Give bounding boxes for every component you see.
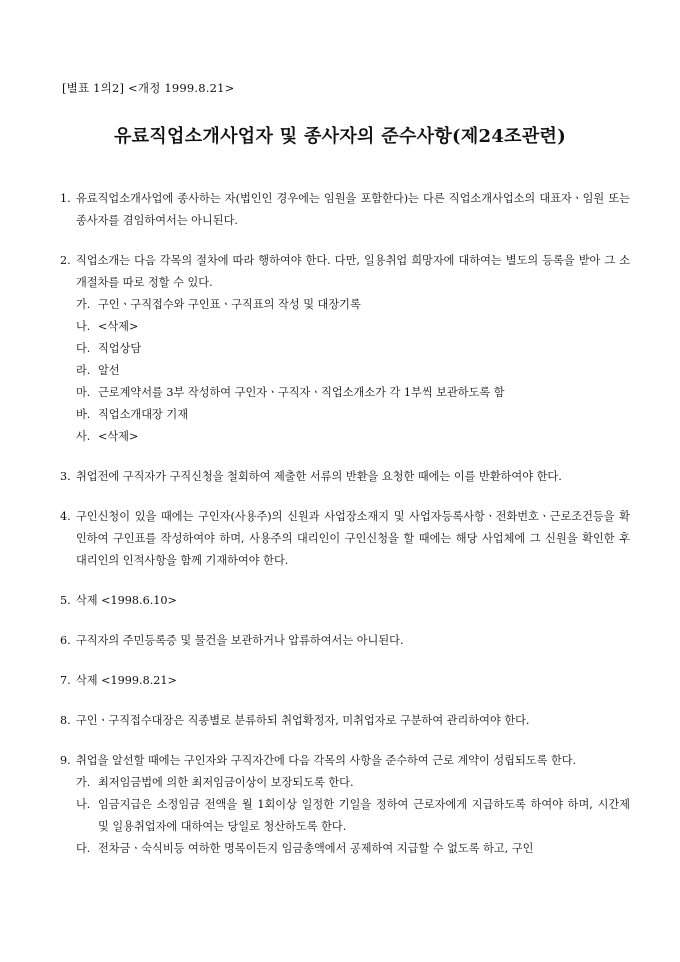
sub-item: 가. 최저임금법에 의한 최저임금이상이 보장되도록 한다.: [76, 776, 354, 789]
list-item-1: [60, 188, 630, 232]
sub-item: 바. 직업소개대장 기재: [76, 408, 189, 421]
list-item-5: [60, 590, 630, 612]
item-number: 9.: [60, 754, 71, 767]
sub-item: 라. 알선: [76, 364, 120, 377]
list-item-9: [60, 750, 630, 860]
rules-list: [60, 188, 630, 878]
sub-item: 다. 전차금ㆍ숙식비등 여하한 명목이든지 임금총액에서 공제하여 지급할 수 없도록 하고, 구인: [76, 842, 534, 855]
item-text: 구직자의 주민등록증 및 물건을 보관하거나 압류하여서는 아니된다.: [76, 634, 404, 647]
sub-item: 사. <삭제>: [76, 430, 139, 443]
item-text: 취업전에 구직자가 구직신청을 철회하여 제출한 서류의 반환을 요청한 때에는 이를 반환하여야 한다.: [76, 470, 562, 483]
item-number: 5.: [60, 594, 71, 607]
list-item-7: [60, 670, 630, 692]
item-number: 2.: [60, 254, 71, 267]
list-item-2: [60, 250, 630, 448]
list-item-4: [60, 506, 630, 572]
sub-item: 마. 근로계약서를 3부 작성하여 구인자ㆍ구직자ㆍ직업소개소가 각 1부씩 보관하도록 함: [76, 386, 505, 399]
list-item-3: [60, 466, 630, 488]
item-text: 구인신청이 있을 때에는 구인자(사용주)의 신원과 사업장소재지 및 사업자등록사항ㆍ전화번호ㆍ근로조건등을 확인하여 구인표를 작성하여야 하며, 사용주의 대리인이 구인신청을 할 때에는 해당 사업체에 그 신원을 확인한 후 대리인의 인적사항을 함께 기재하여야 한다.: [76, 510, 630, 567]
sub-item: 다. 직업상담: [76, 342, 142, 355]
header-note: [별표 1의2] <개정 1999.8.21>: [62, 81, 235, 95]
item-number: 3.: [60, 470, 71, 483]
sub-item: 가. 구인ㆍ구직접수와 구인표ㆍ구직표의 작성 및 대장기록: [76, 298, 361, 311]
list-item-6: [60, 630, 630, 652]
item-text: 유료직업소개사업에 종사하는 자(법인인 경우에는 임원을 포함한다)는 다른 직업소개사업소의 대표자ㆍ임원 또는 종사자를 겸임하여서는 아니된다.: [76, 192, 630, 227]
sub-item: 나. 임금지급은 소정임금 전액을 월 1회이상 일정한 기일을 정하여 근로자에게 지급하도록 하여야 하며, 시간제 및 일용취업자에 대하여는 당일로 청산하도록 한다.: [76, 798, 630, 833]
item-text: 구인ㆍ구직접수대장은 직종별로 분류하되 취업확정자, 미취업자로 구분하여 관리하여야 한다.: [76, 714, 530, 727]
sub-item: 나. <삭제>: [76, 320, 139, 333]
item-text: 취업을 알선할 때에는 구인자와 구직자간에 다음 각목의 사항을 준수하여 근로 계약이 성립되도록 한다.: [76, 754, 577, 767]
item-number: 4.: [60, 510, 71, 523]
document-title: 유료직업소개사업자 및 종사자의 준수사항(제24조관련): [113, 126, 567, 147]
item-number: 1.: [60, 192, 71, 205]
list-item-8: [60, 710, 630, 732]
item-text: 삭제 <1999.8.21>: [76, 674, 177, 687]
item-number: 8.: [60, 714, 71, 727]
item-text: 직업소개는 다음 각목의 절차에 따라 행하여야 한다. 다만, 일용취업 희망자에 대하여는 별도의 등록을 받아 그 소개절차를 따로 정할 수 있다.: [76, 254, 630, 289]
item-text: 삭제 <1998.6.10>: [76, 594, 177, 607]
item-number: 6.: [60, 634, 71, 647]
item-number: 7.: [60, 674, 71, 687]
